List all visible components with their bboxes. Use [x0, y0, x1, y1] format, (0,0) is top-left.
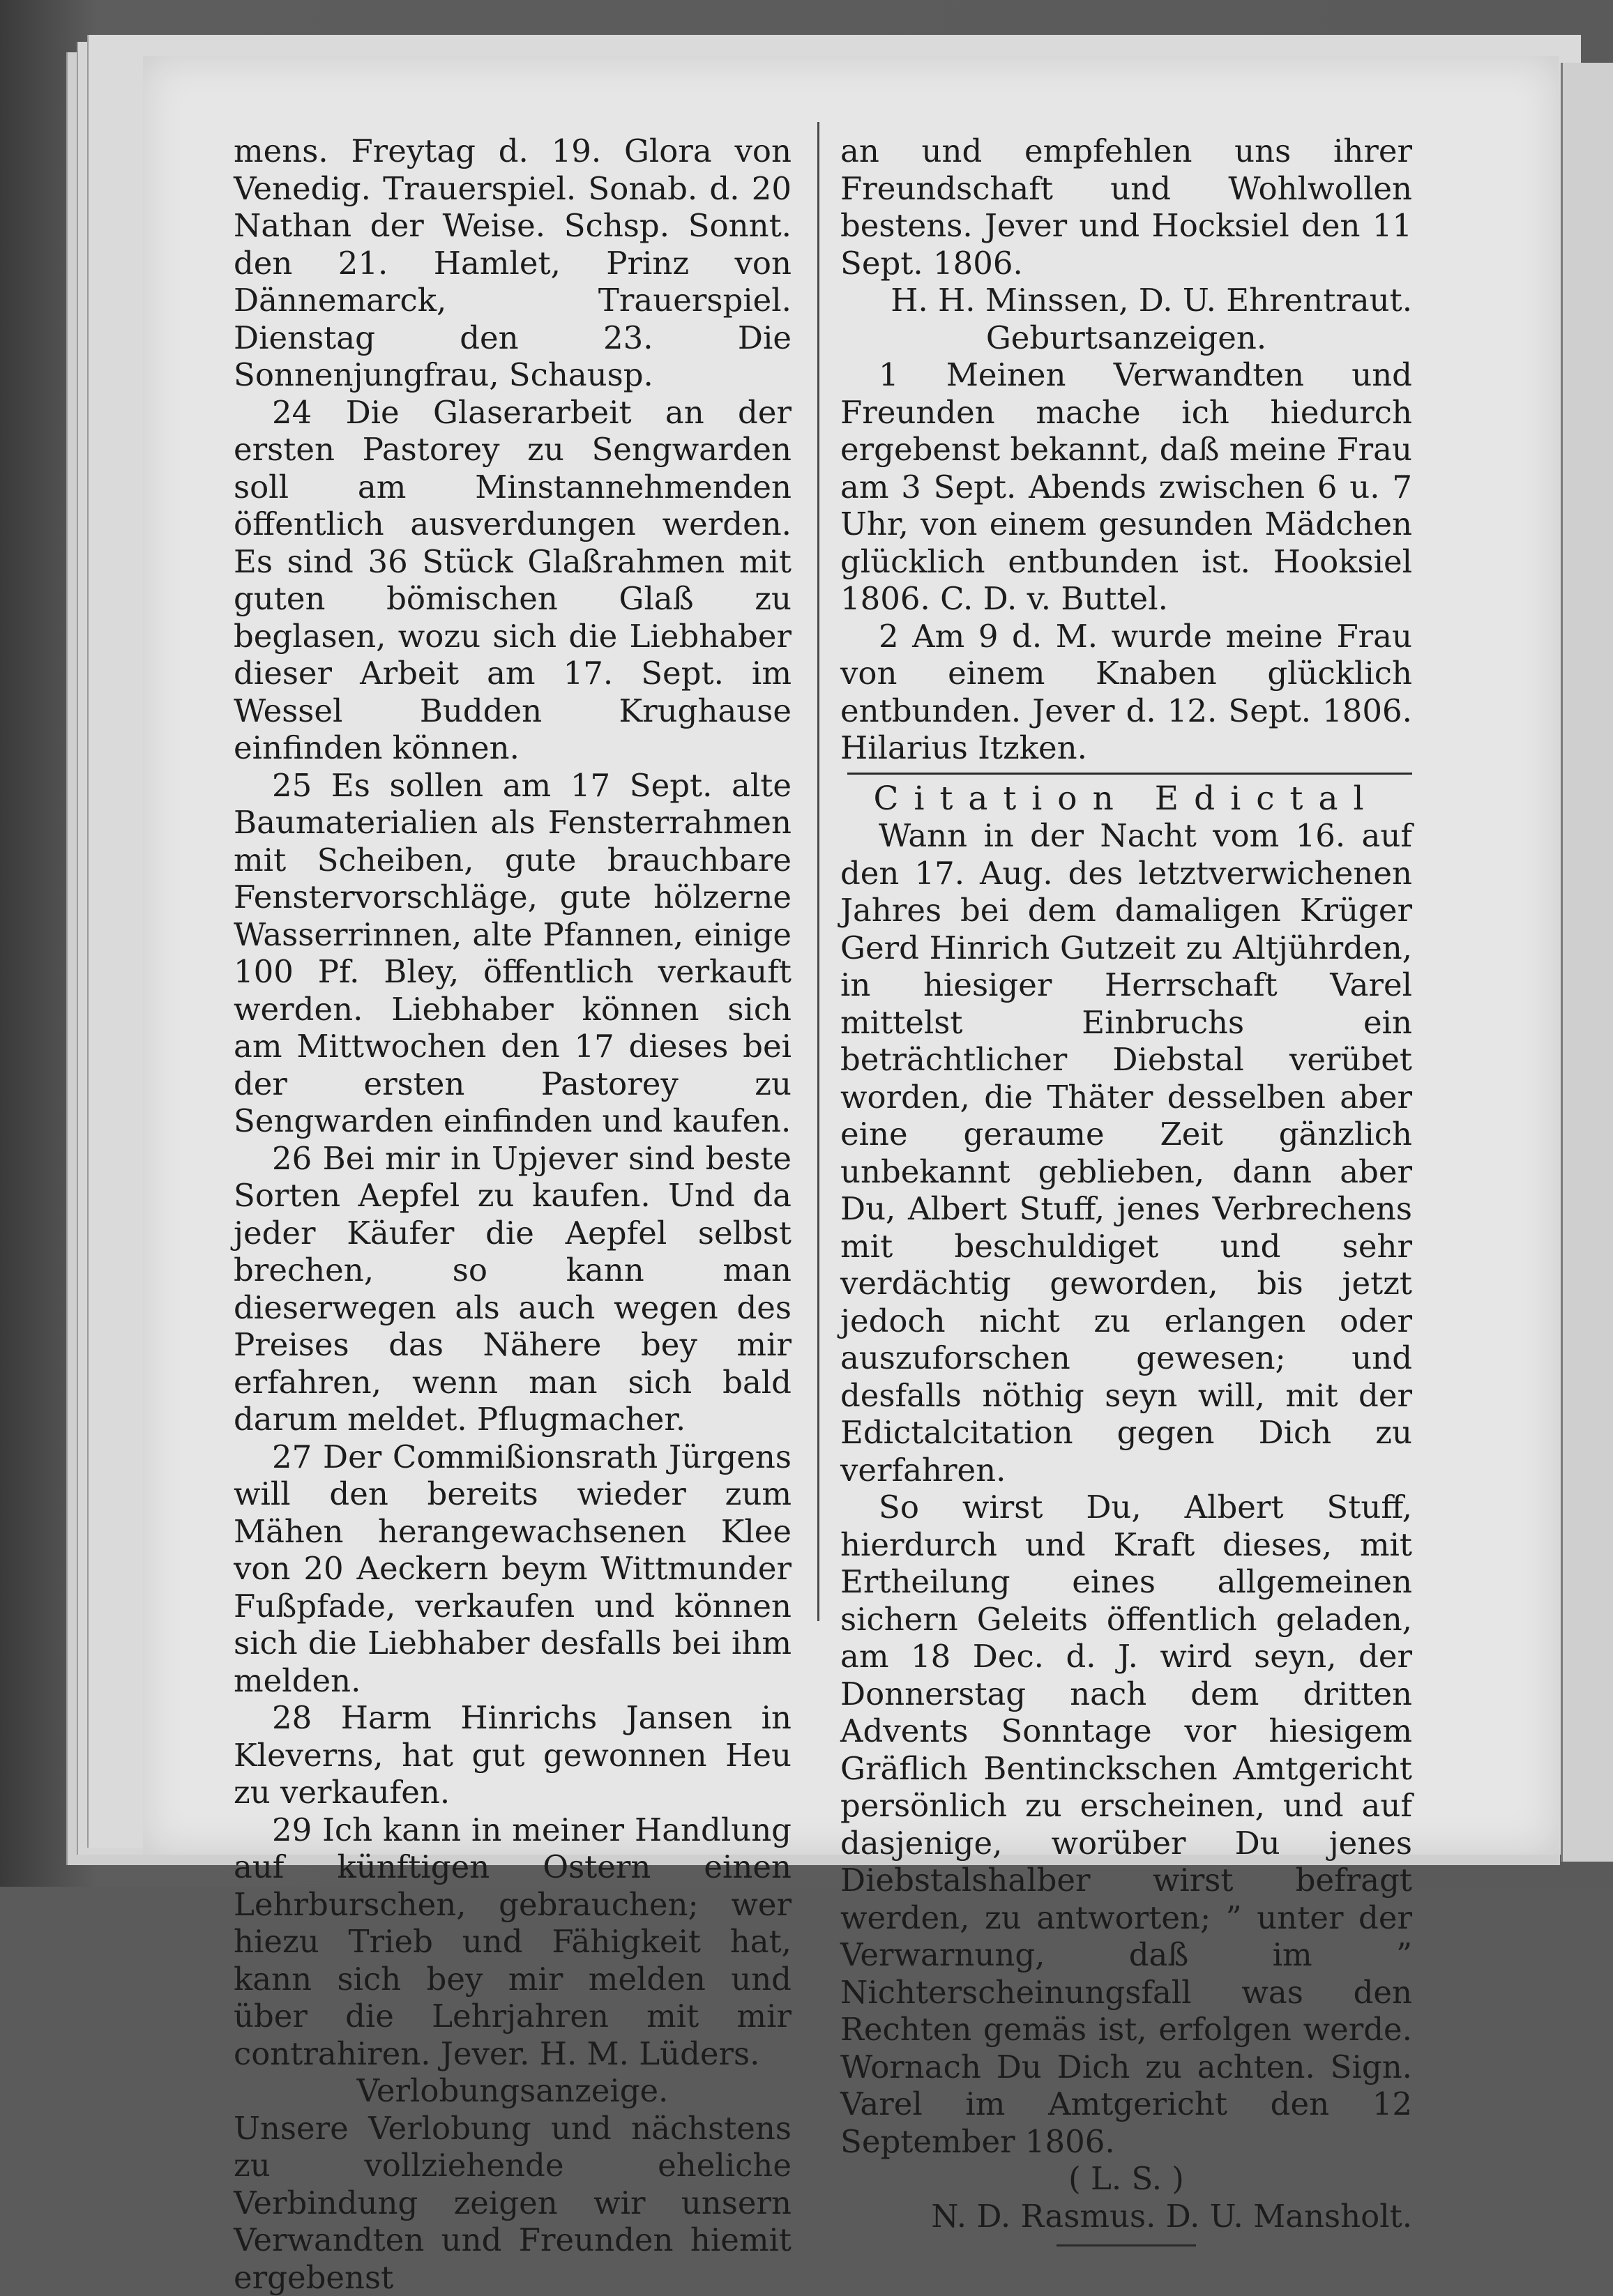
theatre-notice: mens. Freytag d. 19. Glora von Venedig. Trauerspiel. Sonab. d. 20 Nathan der Weise. Schsp. Sonnt. den 21. Hamlet, Prinz von Dännemarck, Trauerspiel. Dienstag den 23. Die Sonnenjungfrau, Schausp. — [234, 132, 792, 394]
end-rule — [1057, 2244, 1196, 2246]
engagement-notice: Unsere Verlobung und nächstens zu vollziehende eheliche Verbindung zeigen wir unsern Verwandten und Freunden hiemit ergebenst — [234, 2110, 792, 2296]
section-heading: Geburtsanzeigen. — [840, 319, 1412, 357]
notice-29: 29 Ich kann in meiner Handlung auf künftigen Ostern einen Lehrburschen, gebrauchen; wer hiezu Trieb und Fähigkeit hat, kann sich bey mir melden und über die Lehrjahren mit mir contrahiren. Jever. H. M. Lüders. — [234, 1811, 792, 2073]
signature: H. H. Minssen, D. U. Ehrentraut. — [840, 282, 1412, 319]
engagement-notice-continued: an und empfehlen uns ihrer Freundschaft und Wohlwollen bestens. Jever und Hocksiel den 11 Sept. 1806. — [840, 132, 1412, 282]
section-rule — [847, 773, 1412, 775]
birth-notice-1: 1 Meinen Verwandten und Freunden mache ich hiedurch ergebenst bekannt, daß meine Frau am 3 Sept. Abends zwischen 6 u. 7 Uhr, von einem gesunden Mädchen glücklich entbunden ist. Hooksiel 1806. C. D. v. Buttel. — [840, 356, 1412, 618]
column-divider — [817, 122, 819, 1621]
notice-24: 24 Die Glaserarbeit an der ersten Pastorey zu Sengwarden soll am Minstannehmenden öffentlich ausverdungen werden. Es sind 36 Stück Glaßrahmen mit guten bömischen Glaß zu beglasen, wozu sich die Liebhaber dieser Arbeit am 17. Sept. im Wessel Budden Krughause einfinden können. — [234, 394, 792, 767]
citation-paragraph-1: Wann in der Nacht vom 16. auf den 17. Aug. des letztverwichenen Jahres bei dem damaligen Krüger Gerd Hinrich Gutzeit zu Altjührden, in hiesiger Herrschaft Varel mittelst Einbruchs ein beträchtlicher Diebstal verübet worden, die Thäter desselben aber eine geraume Zeit gänzlich unbekannt geblieben, dann aber Du, Albert Stuff, jenes Verbrechens mit beschuldiget und sehr verdächtig geworden, bis jetzt jedoch nicht zu erlangen oder auszuforschen gewesen; und desfalls nöthig seyn will, mit der Edictalcitation gegen Dich zu verfahren. — [840, 817, 1412, 1489]
right-column — [840, 132, 1412, 2246]
notice-27: 27 Der Commißionsrath Jürgens will den bereits wieder zum Mähen herangewachsenen Klee von 20 Aeckern beym Wittmunder Fußpfade, verkaufen und können sich die Liebhaber desfalls bei ihm melden. — [234, 1438, 792, 1700]
left-column — [234, 132, 792, 2296]
notice-25: 25 Es sollen am 17 Sept. alte Baumaterialien als Fensterrahmen mit Scheiben, gute brauchbare Fenstervorschläge, gute hölzerne Wasserrinnen, alte Pfannen, einige 100 Pf. Bley, öffentlich verkauft werden. Liebhaber können sich am Mittwochen den 17 dieses bei der ersten Pastorey zu Sengwarden einfinden und kaufen. — [234, 767, 792, 1140]
signature: N. D. Rasmus. D. U. Mansholt. — [840, 2198, 1412, 2235]
adjacent-page-edge — [1561, 63, 1613, 1862]
citation-paragraph-2: So wirst Du, Albert Stuff, hierdurch und Kraft dieses, mit Ertheilung eines allgemeinen sichern Geleits öffentlich geladen, am 18 Dec. d. J. wird seyn, der Donnerstag nach dem dritten Advents Sonntage vor hiesigem Gräflich Bentinckschen Amtgericht persönlich zu erscheinen, und auf dasjenige, worüber Du jenes Diebstalshalber wirst befragt werden, zu antworten; ” unter der Verwarnung, daß im ” Nichterscheinungsfall was den Rechten gemäs ist, erfolgen werde. Wornach Du Dich zu achten. Sign. Varel im Amtgericht den 12 September 1806. — [840, 1489, 1412, 2160]
seal-mark: ( L. S. ) — [840, 2160, 1412, 2198]
section-heading: Verlobungsanzeige. — [234, 2072, 792, 2110]
birth-notice-2: 2 Am 9 d. M. wurde meine Frau von einem Knaben glücklich entbunden. Jever d. 12. Sept. 1806. Hilarius Itzken. — [840, 618, 1412, 767]
section-heading: Citation Edictal — [840, 780, 1412, 818]
notice-26: 26 Bei mir in Upjever sind beste Sorten Aepfel zu kaufen. Und da jeder Käufer die Aepfel selbst brechen, so kann man dieserwegen als auch wegen des Preises das Nähere bey mir erfahren, wenn man sich bald darum meldet. Pflugmacher. — [234, 1140, 792, 1438]
notice-28: 28 Harm Hinrichs Jansen in Kleverns, hat gut gewonnen Heu zu verkaufen. — [234, 1699, 792, 1811]
